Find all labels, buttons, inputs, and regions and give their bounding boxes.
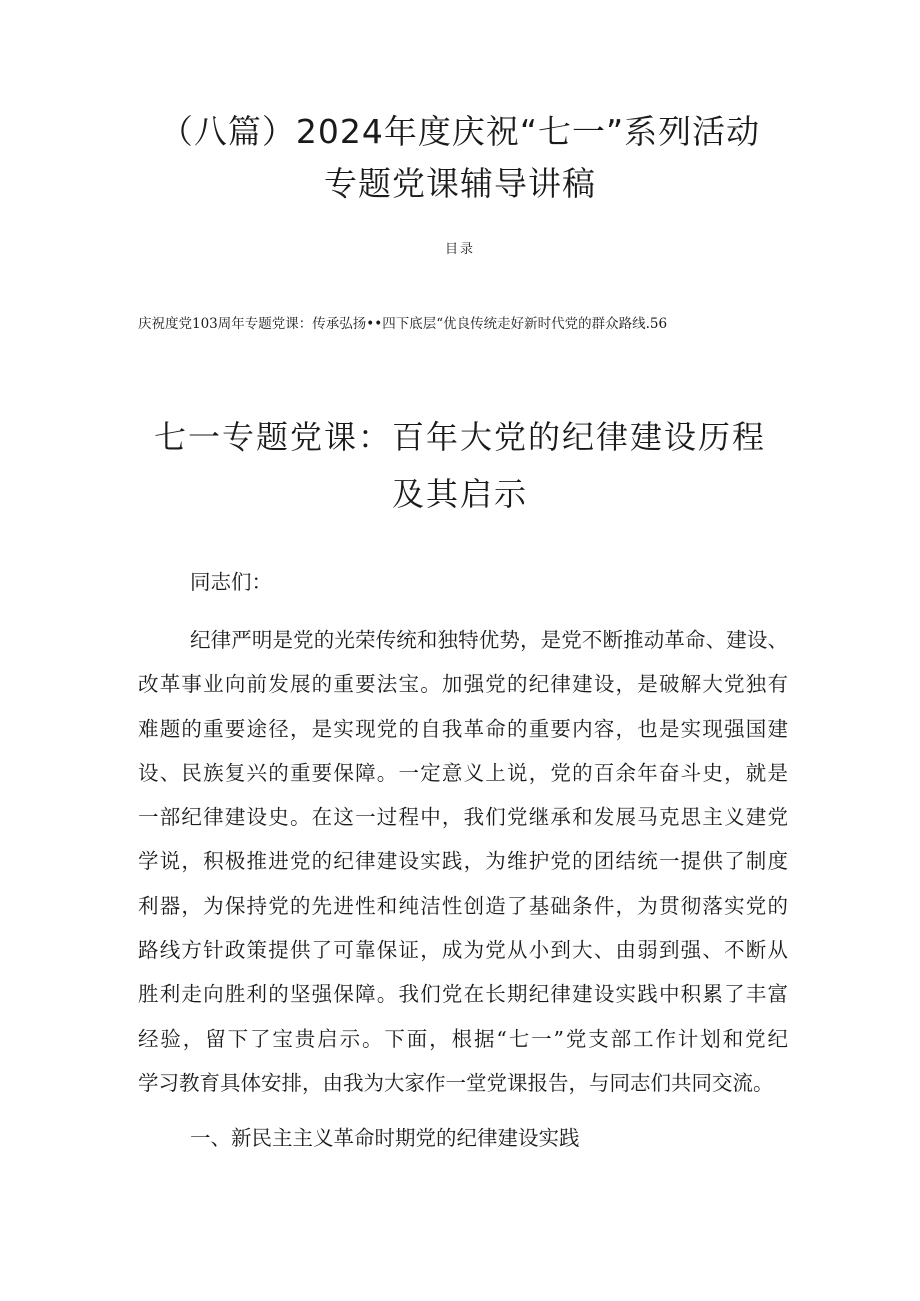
lesson-title-line-1: 七一专题党课：百年大党的纪律建设历程 <box>153 418 766 456</box>
toc-entry: 庆祝度党103周年专题党课：传承弘扬••四下底层“优良传统走好新时代党的群众路线.56 <box>138 316 668 332</box>
paragraph-line: 设、民族复兴的重要保障。一定意义上说，党的百余年奋斗史，就是 <box>138 760 788 785</box>
body-paragraph <box>138 618 788 1105</box>
section-heading: 一、新民主主义革命时期党的纪律建设实践 <box>190 1126 580 1150</box>
paragraph-line: 改革事业向前发展的重要法宝。加强党的纪律建设，是破解大党独有 <box>138 672 788 697</box>
document-title-line-1: （八篇）2024年度庆祝“七一”系列活动 <box>159 112 761 151</box>
salutation: 同志们： <box>190 570 272 594</box>
document-title-line-2: 专题党课辅导讲稿 <box>324 164 596 203</box>
paragraph-line: 利器，为保持党的先进性和纯洁性创造了基础条件，为贯彻落实党的 <box>138 893 788 918</box>
lesson-title-line-2: 及其启示 <box>391 475 528 513</box>
paragraph-line: 学说，积极推进党的纪律建设实践，为维护党的团结统一提供了制度 <box>138 849 788 874</box>
paragraph-line: 学习教育具体安排，由我为大家作一堂党课报告，与同志们共同交流。 <box>138 1070 774 1095</box>
paragraph-line: 难题的重要途径，是实现党的自我革命的重要内容，也是实现强国建 <box>138 716 788 741</box>
paragraph-line: 胜利走向胜利的坚强保障。我们党在长期纪律建设实践中积累了丰富 <box>138 982 788 1007</box>
paragraph-line: 路线方针政策提供了可靠保证，成为党从小到大、由弱到强、不断从 <box>138 938 788 963</box>
paragraph-line: 经验，留下了宝贵启示。下面，根据“七一”党支部工作计划和党纪 <box>138 1026 788 1051</box>
toc-label: 目录 <box>444 242 475 257</box>
paragraph-line: 一部纪律建设史。在这一过程中，我们党继承和发展马克思主义建党 <box>138 805 788 830</box>
paragraph-line: 纪律严明是党的光荣传统和独特优势，是党不断推动革命、建设、 <box>190 628 788 652</box>
